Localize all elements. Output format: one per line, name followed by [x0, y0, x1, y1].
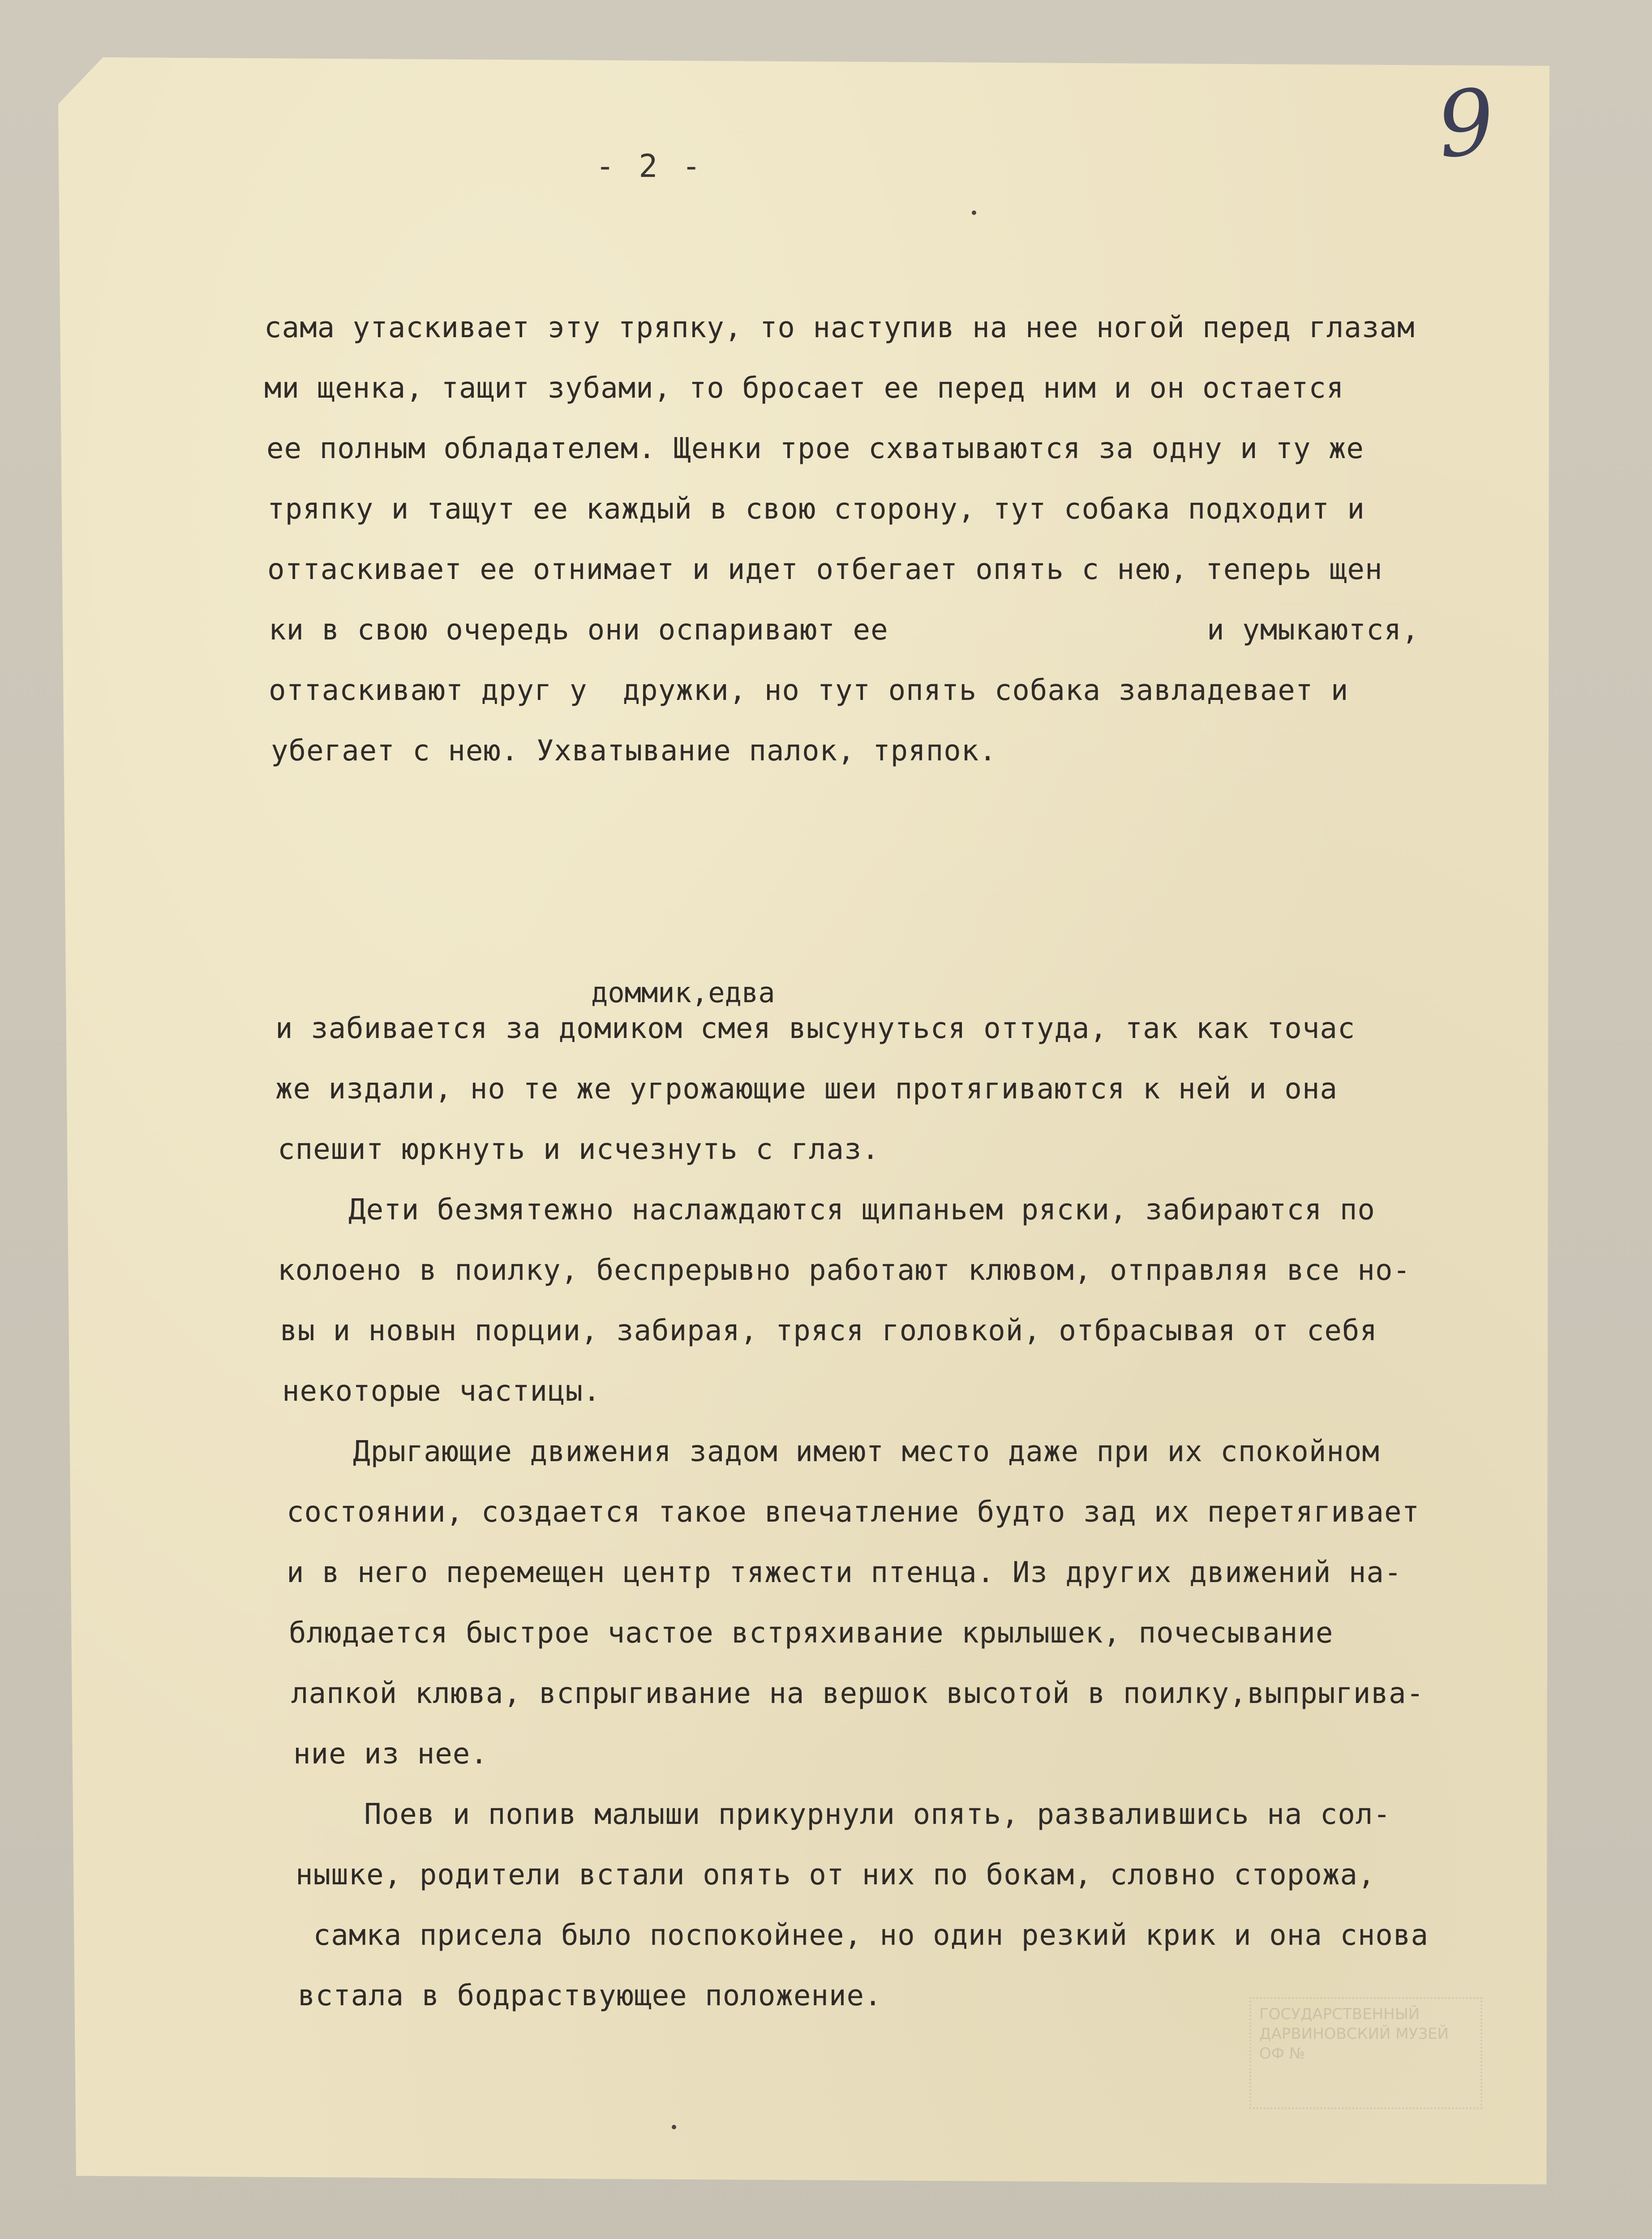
text-line: вы и новын порции, забирая, тряся головкой, отбрасывая от себя [280, 1314, 1377, 1347]
text-line: лапкой клюва, вспрыгивание на вершок высотой в поилку,выпрыгива- [291, 1677, 1424, 1710]
archive-stamp [1249, 1997, 1482, 2109]
text-line: некоторые частицы. [282, 1375, 601, 1408]
text-line: самка присела было поспокойнее, но один резкий крик и она снова [296, 1919, 1429, 1952]
text-line: Дрыгающие движения задом имеют место даже при их спокойном [282, 1435, 1380, 1468]
text-line: оттаскивает ее отнимает и идет отбегает опять с нею, теперь щен [267, 553, 1383, 586]
text-line: тряпку и тащут ее каждый в свою сторону, тут собака подходит и [267, 493, 1365, 526]
text-line: ее полным обладателем. Щенки трое схватываются за одну и ту же [266, 432, 1364, 465]
text-line: же издали, но те же угрожающие шеи протягиваются к ней и она [275, 1072, 1338, 1106]
text-line: ми щенка, тащит зубами, то бросает ее перед ним и он остается [264, 372, 1344, 405]
text-line: Поев и попив малыши прикурнули опять, развалившись на сол- [293, 1798, 1391, 1831]
archive-page-number: 9 [1432, 69, 1500, 179]
text-line: встала в бодраствующее положение. [298, 1979, 882, 2012]
text-line: колоено в поилку, беспрерывно работают клювом, отправляя все но- [278, 1254, 1411, 1287]
text-line: состоянии, создается такое впечатление будто зад их перетягивает [287, 1496, 1420, 1529]
text-line: сама утаскивает эту тряпку, то наступив на нее ногой перед глазам [264, 311, 1415, 344]
text-line: и в него перемещен центр тяжести птенца. Из других движений на- [287, 1556, 1402, 1589]
text-line: и забивается за домиком смея высунуться оттуда, так как точас [275, 1012, 1356, 1045]
text-insertion: доммик,едва [591, 976, 775, 1009]
text-line: блюдается быстрое частое встряхивание крылышек, почесывание [289, 1617, 1334, 1650]
stamp-line: ГОСУДАРСТВЕННЫЙ [1259, 2005, 1420, 2023]
text-line: Дети безмятежно наслаждаются щипаньем ряски, забираются по [278, 1193, 1375, 1227]
stray-mark [672, 2125, 676, 2129]
text-line: спешит юркнуть и исчезнуть с глаз. [278, 1133, 880, 1166]
text-line: оттаскивают друг у дружки, но тут опять собака завладевает и [269, 674, 1349, 707]
text-line: ки в свою очередь они оспаривают ее и умыкаются, [269, 613, 1420, 647]
text-line: ние из нее. [293, 1737, 488, 1771]
text-line: нышке, родители встали опять от них по бокам, словно сторожа, [296, 1858, 1376, 1892]
text-line: убегает с нею. Ухватывание палок, тряпок. [271, 734, 997, 768]
stamp-line: ОФ № [1259, 2045, 1305, 2063]
stamp-line: ДАРВИНОВСКИЙ МУЗЕЙ [1259, 2025, 1449, 2043]
stray-mark [972, 210, 976, 215]
page-number: - 2 - [596, 148, 704, 184]
